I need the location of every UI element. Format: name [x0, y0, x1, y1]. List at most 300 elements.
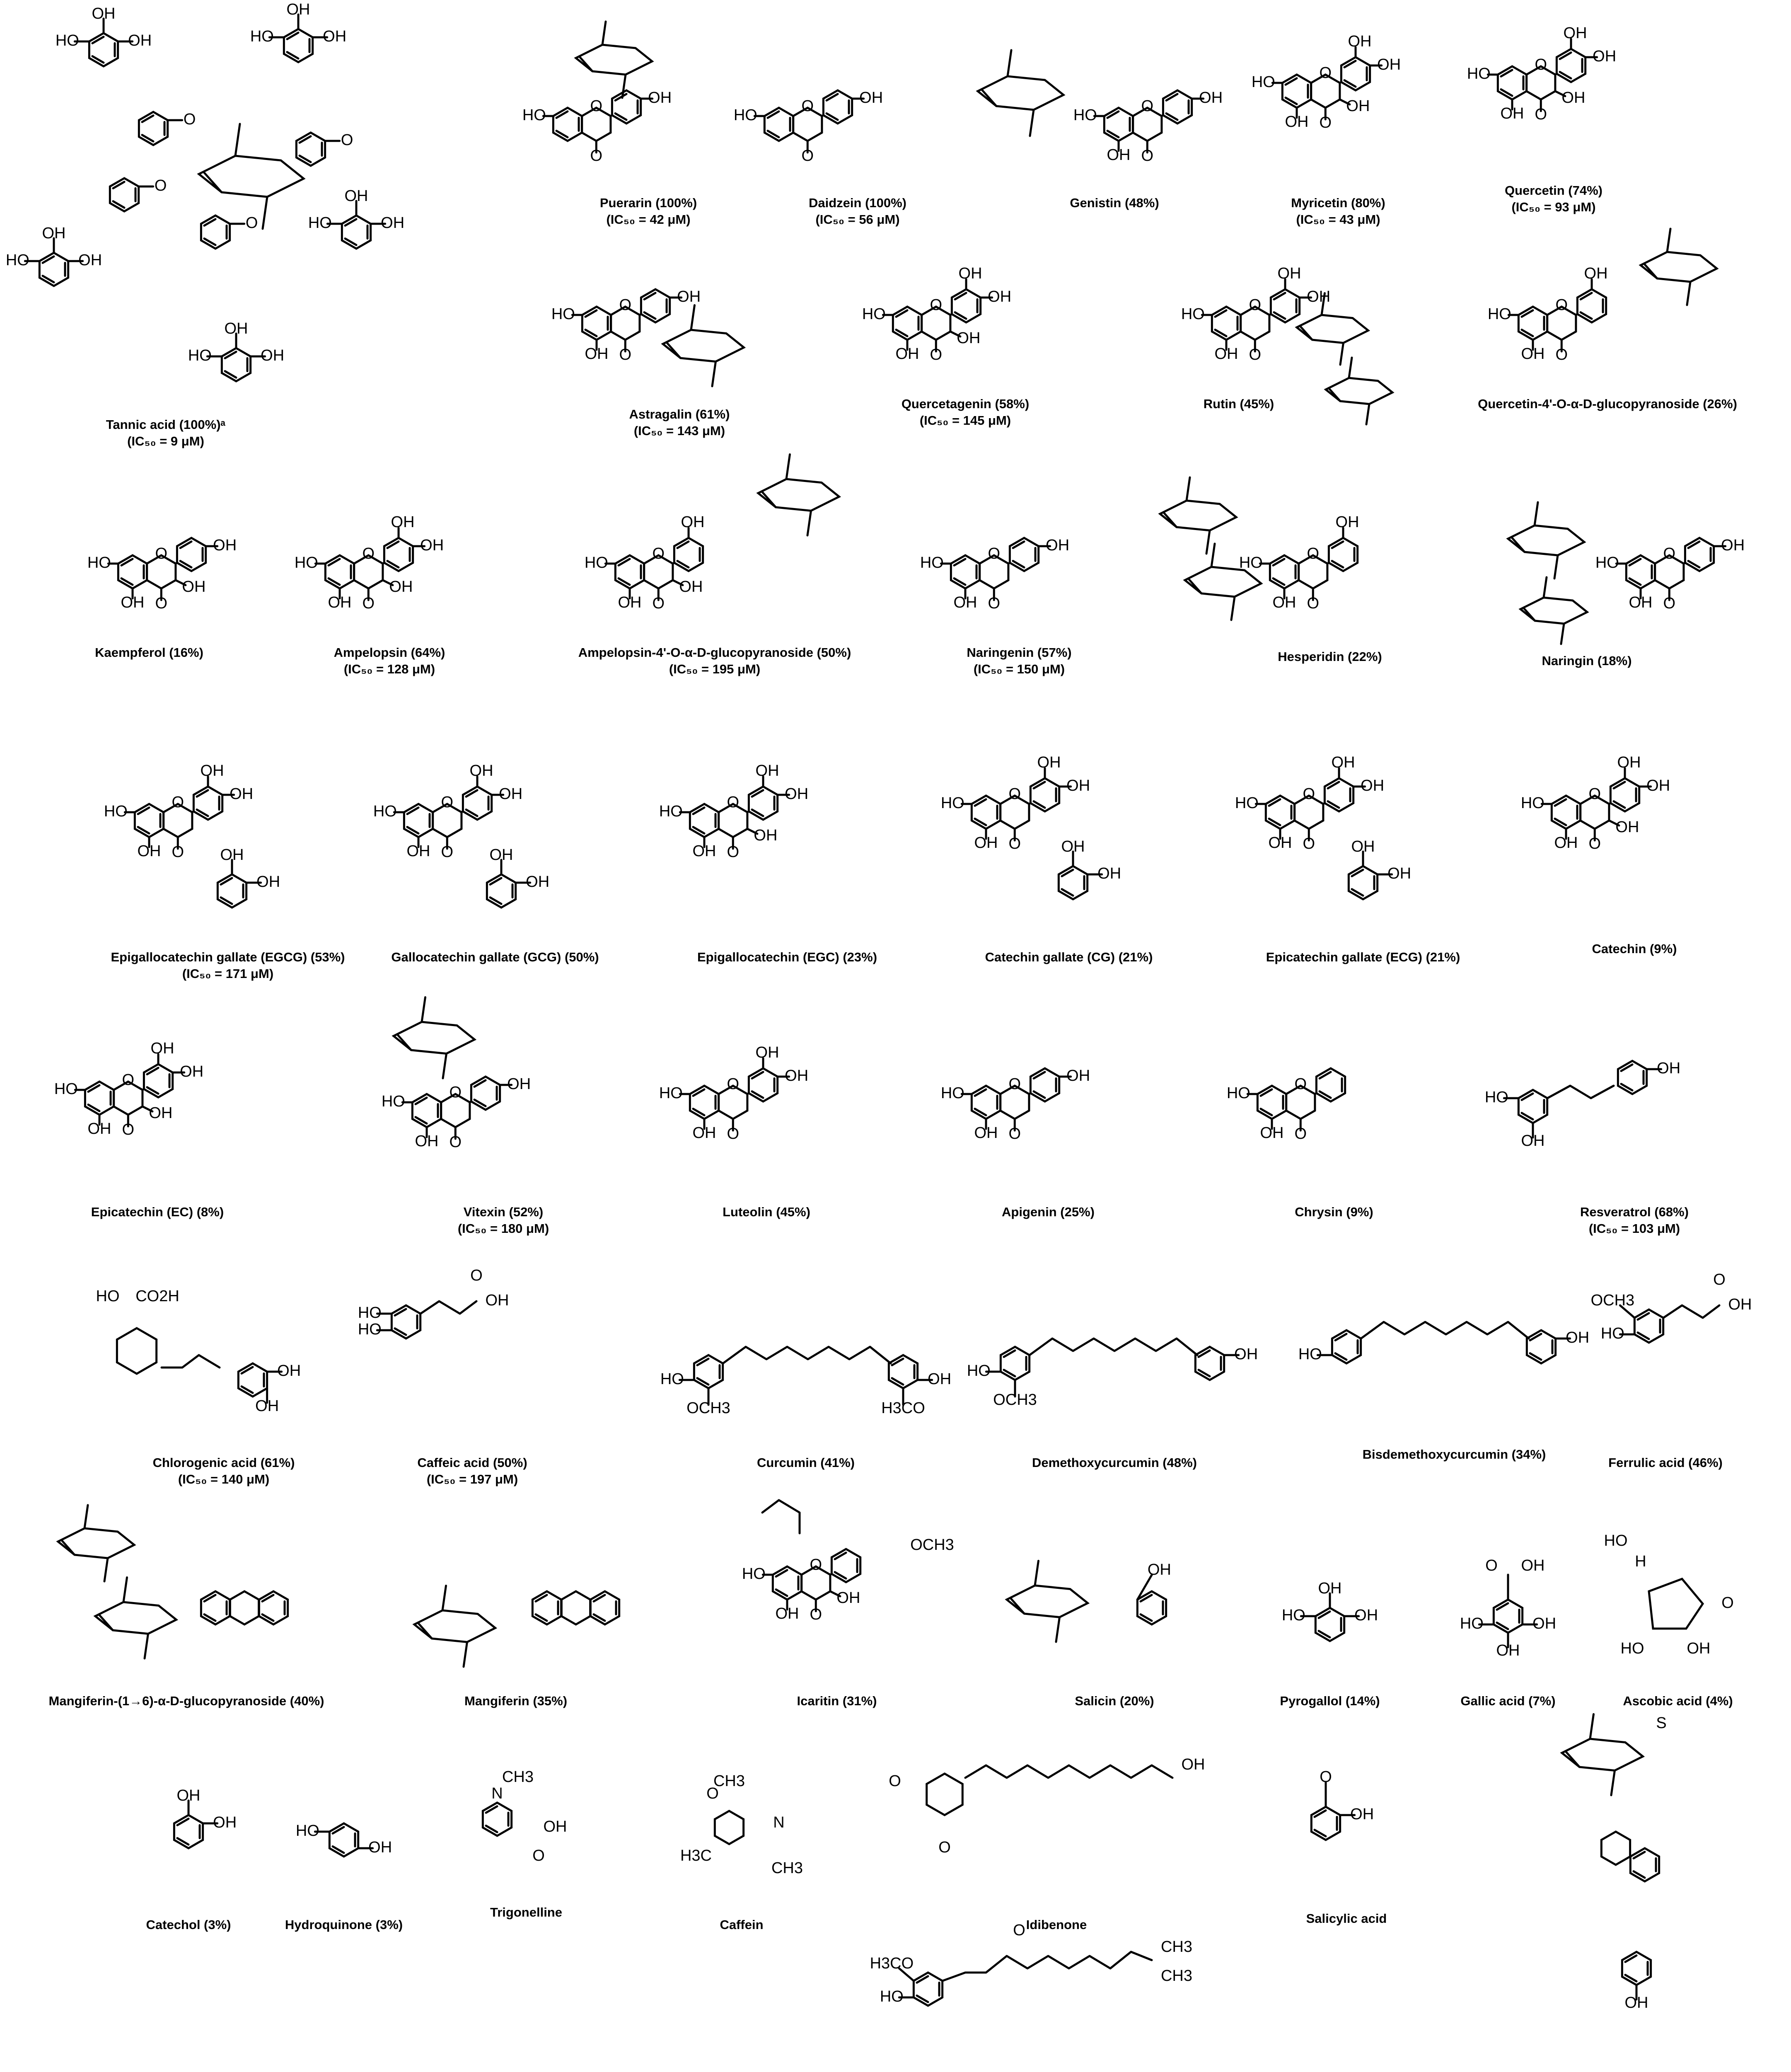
structure-ampelopsin4	[585, 455, 839, 612]
compound-label-quercetagenin	[902, 396, 1029, 429]
atom-label: HO	[250, 28, 274, 46]
atom-label: OH	[1037, 754, 1061, 772]
ring-bond	[1030, 1068, 1059, 1101]
structure-trigonelline	[483, 1768, 567, 1864]
structure-demethoxy	[967, 1339, 1258, 1409]
atom-label: OH	[974, 1124, 998, 1142]
ring-bond	[1341, 57, 1370, 90]
bond	[162, 1355, 220, 1368]
ring-bond	[690, 804, 718, 837]
compound-label-genistin	[1070, 195, 1159, 211]
atom-label: S	[1656, 1714, 1667, 1732]
bond	[691, 305, 695, 330]
bond	[1523, 608, 1535, 621]
structure-curcumin	[660, 1347, 951, 1417]
structure-teniposide	[1562, 1714, 1667, 2012]
compound-label-hesperidin	[1278, 649, 1382, 665]
ring-bond	[1577, 289, 1606, 322]
bond	[579, 56, 592, 71]
ring-bond	[1630, 1848, 1659, 1881]
ring-bond	[1498, 66, 1526, 99]
atom-label: OH	[754, 827, 778, 845]
compound-label-icaritin	[797, 1693, 877, 1709]
compound-label-naringenin	[967, 644, 1071, 678]
atom-label: OCH3	[686, 1399, 730, 1417]
compound-label-demethoxy	[1032, 1455, 1197, 1471]
ring-bond	[1626, 555, 1655, 588]
sugar-ring	[1160, 501, 1236, 530]
structure-icaritin	[742, 1500, 954, 1623]
atom-label: O	[590, 147, 603, 165]
ring-bond	[1552, 796, 1580, 829]
atom-label: O	[1713, 1271, 1726, 1289]
bond	[1535, 502, 1538, 525]
structure-egcg	[104, 762, 280, 908]
atom-label: CH3	[502, 1768, 534, 1786]
compound-name: Gallocatechin gallate (GCG) (50%)	[391, 950, 599, 964]
atom-label: HO	[358, 1304, 382, 1322]
compound-label-chlorogenic	[153, 1455, 295, 1488]
atom-label: OH	[1181, 1756, 1205, 1774]
atom-label: OH	[692, 1124, 716, 1142]
ring-bond	[889, 1355, 917, 1388]
compound-name: Epicatechin (EC) (8%)	[91, 1205, 224, 1219]
atom-label: OH	[1561, 89, 1586, 107]
structure-quercetagenin	[862, 265, 1011, 363]
atom-label: HO	[5, 252, 29, 269]
atom-label: OH	[1346, 97, 1370, 115]
atom-label: O	[155, 545, 168, 563]
atom-label: OH	[1066, 777, 1090, 795]
compound-name: Catechol (3%)	[146, 1917, 231, 1932]
atom-label: O	[183, 111, 196, 128]
atom-label: OH	[1566, 1329, 1590, 1347]
atom-label: O	[1303, 785, 1315, 803]
compound-name: Kaempferol (16%)	[95, 645, 203, 660]
structure-hesperidin	[1160, 477, 1359, 620]
atom-label: HO	[660, 1370, 684, 1388]
bond	[1349, 358, 1352, 378]
sugar-ring	[1297, 315, 1368, 343]
atom-label: HO	[551, 305, 575, 323]
atom-label: OH	[256, 873, 280, 891]
bond	[421, 1301, 476, 1314]
atom-label: CH3	[1160, 1967, 1193, 1985]
ring-bond	[117, 1328, 156, 1374]
ring-bond	[89, 33, 118, 66]
ring-bond	[1271, 289, 1299, 322]
atom-label: O	[619, 346, 632, 364]
compound-label-ampelopsin4	[578, 644, 851, 678]
bond	[1206, 530, 1210, 554]
bond	[602, 22, 606, 45]
bond	[762, 491, 776, 507]
ring-bond	[177, 538, 205, 571]
bond	[442, 1586, 446, 1611]
atom-label: OH	[1199, 89, 1223, 107]
ring-bond	[582, 307, 611, 340]
ring-bond	[471, 1077, 500, 1110]
atom-label: O	[590, 97, 603, 115]
lactone-ring	[1649, 1579, 1703, 1629]
bond	[1644, 264, 1657, 278]
atom-label: O	[122, 1071, 135, 1089]
compound-label-hydroquinone	[285, 1917, 403, 1933]
structure-pyrogallol	[1282, 1580, 1378, 1641]
ring-bond	[1622, 1952, 1651, 1985]
atom-label: OH	[1532, 1615, 1557, 1633]
atom-label: O	[1013, 1922, 1025, 1939]
atom-label: OH	[1277, 265, 1301, 283]
atom-label: OH	[200, 762, 224, 780]
atom-label: OH	[1521, 1132, 1545, 1150]
ring-bond	[1329, 538, 1357, 571]
atom-label: OH	[485, 1292, 509, 1310]
atom-label: O	[1249, 296, 1262, 314]
bond	[762, 1500, 800, 1533]
ring-bond	[1137, 1591, 1166, 1624]
ring-bond	[553, 108, 582, 141]
structure-naringenin	[920, 537, 1069, 612]
ring-bond	[39, 253, 68, 286]
atom-label: OH	[1387, 865, 1412, 883]
compound-label-gallic	[1460, 1693, 1555, 1709]
structure-capsaicin	[870, 1922, 1192, 2006]
atom-label: OH	[1354, 1607, 1378, 1624]
atom-label: HO	[742, 1565, 766, 1583]
ring-bond	[1270, 555, 1298, 588]
atom-label: OH	[953, 594, 977, 612]
bond	[1188, 579, 1201, 593]
compound-name: Hesperidin (22%)	[1278, 649, 1382, 664]
atom-label: O	[810, 1606, 822, 1624]
ring-bond	[1282, 75, 1311, 108]
atom-label: OH	[176, 1787, 201, 1805]
compound-name: Caffeic acid (50%)	[417, 1455, 527, 1470]
compound-name: Myricetin (80%)	[1291, 196, 1385, 210]
atom-label: O	[1008, 1125, 1021, 1143]
atom-label: OH	[415, 1133, 439, 1150]
atom-label: OH	[344, 187, 368, 205]
atom-label: HO	[1595, 554, 1619, 572]
bond	[807, 511, 811, 536]
atom-label: OH	[1617, 754, 1641, 772]
ring-bond	[139, 112, 167, 145]
atom-label: O	[1307, 545, 1320, 563]
compound-label-cg	[985, 949, 1153, 966]
bond	[1187, 477, 1190, 501]
ring-bond	[1195, 1347, 1224, 1380]
ring-bond	[222, 348, 250, 381]
atom-label: HO	[381, 1093, 405, 1111]
compound-label-catechol	[146, 1917, 231, 1933]
atom-label: O	[1141, 147, 1154, 165]
atom-label: OH	[785, 1067, 809, 1085]
compound-name: Chrysin (9%)	[1295, 1205, 1373, 1219]
structure-astragalin	[551, 288, 744, 386]
bond	[1211, 544, 1215, 567]
compound-name: Hydroquinone (3%)	[285, 1917, 403, 1932]
atom-label: OH	[149, 1104, 173, 1122]
atom-label: H3CO	[870, 1955, 914, 1973]
atom-label: HO	[659, 803, 683, 821]
bond	[443, 1054, 447, 1079]
compound-name: Astragalin (61%)	[629, 407, 730, 421]
atom-label: O	[938, 1839, 951, 1857]
atom-label: OH	[180, 1063, 204, 1081]
atom-label: O	[1485, 1557, 1498, 1575]
atom-label: OH	[406, 842, 430, 860]
atom-label: OCH3	[910, 1536, 954, 1554]
atom-label: OH	[213, 1814, 237, 1832]
bond	[1663, 1305, 1719, 1318]
bond	[263, 197, 267, 229]
ring-bond	[927, 1774, 963, 1815]
compound-label-salicin	[1075, 1693, 1154, 1709]
ring-bond	[412, 1094, 441, 1127]
ring-bond	[1557, 49, 1585, 82]
atom-label: O	[727, 1125, 740, 1143]
bond	[1566, 1751, 1580, 1767]
ring-bond	[135, 804, 163, 837]
ring-bond	[1163, 90, 1192, 123]
atom-label: HO	[373, 803, 397, 821]
atom-label: O	[1319, 64, 1332, 82]
atom-label: N	[773, 1814, 785, 1832]
atom-label: OH	[1307, 288, 1331, 306]
compound-name: Demethoxycurcumin (48%)	[1032, 1455, 1197, 1470]
atom-label: O	[801, 97, 814, 115]
ring-bond	[463, 787, 491, 820]
atom-label: HO	[1520, 794, 1544, 812]
compound-ic50: (IC₅₀ = 140 μM)	[178, 1472, 270, 1486]
atom-label: OH	[958, 265, 982, 283]
compound-label-tannic	[106, 416, 226, 450]
ring-bond	[615, 555, 644, 588]
ring-bond	[1518, 1090, 1547, 1123]
ring-bond	[1316, 1068, 1345, 1101]
ring-bond	[201, 215, 230, 249]
atom-label: OH	[1097, 865, 1121, 883]
ring-bond	[230, 1591, 259, 1624]
atom-label: OH	[224, 320, 248, 338]
atom-label: OH	[1214, 345, 1238, 363]
atom-label: OH	[128, 32, 152, 50]
compound-ic50: (IC₅₀ = 42 μM)	[606, 212, 691, 227]
sugar-ring	[394, 1022, 475, 1054]
ring-bond	[914, 1973, 942, 2006]
atom-label: OH	[1285, 113, 1309, 131]
ring-bond	[590, 1591, 619, 1624]
atom-label: OH	[1348, 33, 1372, 51]
compound-label-quercetin4	[1478, 396, 1737, 412]
atom-label: OH	[1061, 838, 1085, 856]
structure-ferrulic	[1591, 1271, 1752, 1343]
atom-label: OH	[1260, 1124, 1284, 1142]
bond	[1231, 597, 1235, 620]
ring-bond	[1001, 1347, 1029, 1380]
atom-label: OH	[988, 288, 1012, 306]
atom-label: OH	[1331, 754, 1355, 772]
bond	[1366, 404, 1369, 424]
atom-label: OH	[381, 214, 405, 232]
ring-bond	[972, 796, 1000, 829]
atom-label: O	[1320, 1768, 1332, 1786]
atom-label: O	[154, 177, 167, 195]
ring-bond	[1059, 866, 1087, 899]
compound-name: Trigonelline	[490, 1905, 562, 1920]
atom-label: OH	[78, 252, 102, 269]
atom-label: O	[652, 595, 665, 612]
compound-label-caffeic	[417, 1455, 527, 1488]
atom-label: OH	[507, 1075, 531, 1093]
atom-label: O	[1663, 595, 1676, 612]
compound-name: Salicylic acid	[1306, 1911, 1387, 1926]
atom-label: N	[491, 1785, 503, 1803]
ring-bond	[831, 1549, 860, 1582]
compound-ic50: (IC₅₀ = 145 μM)	[919, 413, 1011, 428]
atom-label: HO	[1226, 1084, 1250, 1102]
compound-name: Pyrogallol (14%)	[1280, 1694, 1380, 1708]
compound-label-curcumin	[757, 1455, 855, 1471]
compound-name: Apigenin (25%)	[1002, 1205, 1095, 1219]
atom-label: OH	[1728, 1296, 1752, 1314]
compound-name: Ampelopsin (64%)	[334, 645, 445, 660]
bond	[422, 997, 425, 1022]
atom-label: HO	[1239, 554, 1263, 572]
atom-label: OH	[859, 89, 883, 107]
compound-name: Quercetagenin (58%)	[901, 397, 1030, 411]
compound-label-luteolin	[723, 1204, 810, 1220]
compound-label-naringin	[1542, 653, 1631, 669]
atom-label: OH	[974, 834, 998, 852]
bond	[85, 1505, 88, 1528]
atom-label: OH	[1066, 1067, 1090, 1085]
atom-label: OH	[1234, 1346, 1258, 1363]
structure-idibenone	[889, 1756, 1205, 1856]
atom-label: O	[449, 1084, 462, 1101]
compound-ic50: (IC₅₀ = 9 μM)	[127, 434, 204, 448]
bond	[235, 124, 240, 156]
compound-name: Ferrulic acid (46%)	[1608, 1455, 1723, 1470]
atom-label: O	[1008, 1075, 1021, 1093]
ring-bond	[1266, 796, 1294, 829]
structure-resveratrol	[1485, 1060, 1680, 1150]
bond	[1340, 343, 1344, 365]
ring-bond	[561, 1591, 590, 1624]
ring-bond	[694, 1355, 723, 1388]
atom-label: OH	[391, 513, 415, 531]
ring-bond	[404, 804, 433, 837]
ring-bond	[329, 1823, 358, 1857]
compound-label-resveratrol	[1580, 1204, 1689, 1237]
bond	[786, 455, 790, 479]
ring-bond	[1610, 778, 1639, 811]
ring-bond	[1212, 307, 1240, 340]
atom-label: O	[801, 147, 814, 165]
atom-label: O	[1721, 1594, 1734, 1612]
ring-bond	[1618, 1061, 1646, 1094]
ring-bond	[259, 1591, 288, 1624]
structure-kaempferol	[87, 537, 237, 612]
compound-name: Vitexin (52%)	[463, 1205, 544, 1219]
atom-label: O	[810, 1556, 822, 1574]
bond	[99, 1615, 113, 1630]
ring-bond	[749, 787, 777, 820]
ring-bond	[85, 1082, 114, 1115]
atom-label: HO	[55, 32, 79, 50]
ring-bond	[1010, 538, 1038, 571]
atom-label: HO	[1487, 305, 1511, 323]
ring-bond	[325, 555, 354, 588]
ring-bond	[284, 29, 312, 62]
bond	[61, 1540, 75, 1555]
structure-gcg	[373, 762, 549, 908]
bond	[1030, 1339, 1197, 1355]
atom-label: O	[988, 545, 1001, 563]
bond	[397, 1034, 411, 1050]
atom-label: OH	[368, 1839, 392, 1857]
ring-bond	[749, 1068, 777, 1101]
atom-label: OH	[1351, 838, 1375, 856]
bond	[1300, 326, 1312, 340]
atom-label: OH	[469, 762, 493, 780]
structure-puerarin	[522, 22, 672, 165]
ring-bond	[144, 1064, 172, 1097]
atom-label: OH	[1657, 1060, 1681, 1077]
bond	[943, 1952, 1152, 1981]
atom-label: OH	[677, 288, 701, 306]
bond	[1611, 1771, 1615, 1796]
atom-label: OH	[1496, 1642, 1520, 1660]
atom-label: CH3	[771, 1859, 803, 1877]
atom-label: O	[1588, 835, 1601, 853]
atom-label: O	[1555, 296, 1568, 314]
atom-label: HO	[294, 554, 318, 572]
atom-label: OH	[1147, 1561, 1171, 1579]
compound-name: Mangiferin (35%)	[464, 1694, 568, 1708]
sugar-ring	[1326, 378, 1392, 404]
atom-label: O	[619, 296, 632, 314]
structure-chrysin	[1227, 1068, 1345, 1143]
atom-label: OH	[420, 537, 444, 554]
atom-label: OH	[277, 1362, 301, 1380]
atom-label: HO	[1251, 73, 1275, 91]
atom-label: OH	[618, 594, 642, 612]
bond	[1554, 555, 1558, 579]
atom-label: OH	[1584, 265, 1608, 283]
atom-label: OH	[255, 1397, 279, 1415]
structure-bisdemethoxy	[1298, 1322, 1589, 1363]
sugar-ring	[663, 330, 744, 362]
atom-label: OH	[87, 1120, 111, 1138]
atom-label: OH	[1107, 146, 1131, 164]
sugar-ring	[1520, 598, 1587, 624]
bond	[104, 1558, 108, 1581]
compound-name: Icaritin (31%)	[797, 1694, 877, 1708]
compound-ic50: (IC₅₀ = 195 μM)	[669, 662, 761, 676]
bond	[1361, 1322, 1529, 1339]
atom-label: OH	[92, 5, 116, 23]
bond	[1547, 1086, 1614, 1098]
atom-label: CH3	[713, 1772, 745, 1790]
compound-name: Epigallocatechin (EGC) (23%)	[697, 950, 877, 964]
bond	[1056, 1617, 1060, 1642]
sugar-ring	[1508, 525, 1584, 555]
ring-bond	[193, 787, 222, 820]
compound-ic50: (IC₅₀ = 103 μM)	[1588, 1221, 1680, 1236]
atom-label: OH	[121, 594, 145, 612]
